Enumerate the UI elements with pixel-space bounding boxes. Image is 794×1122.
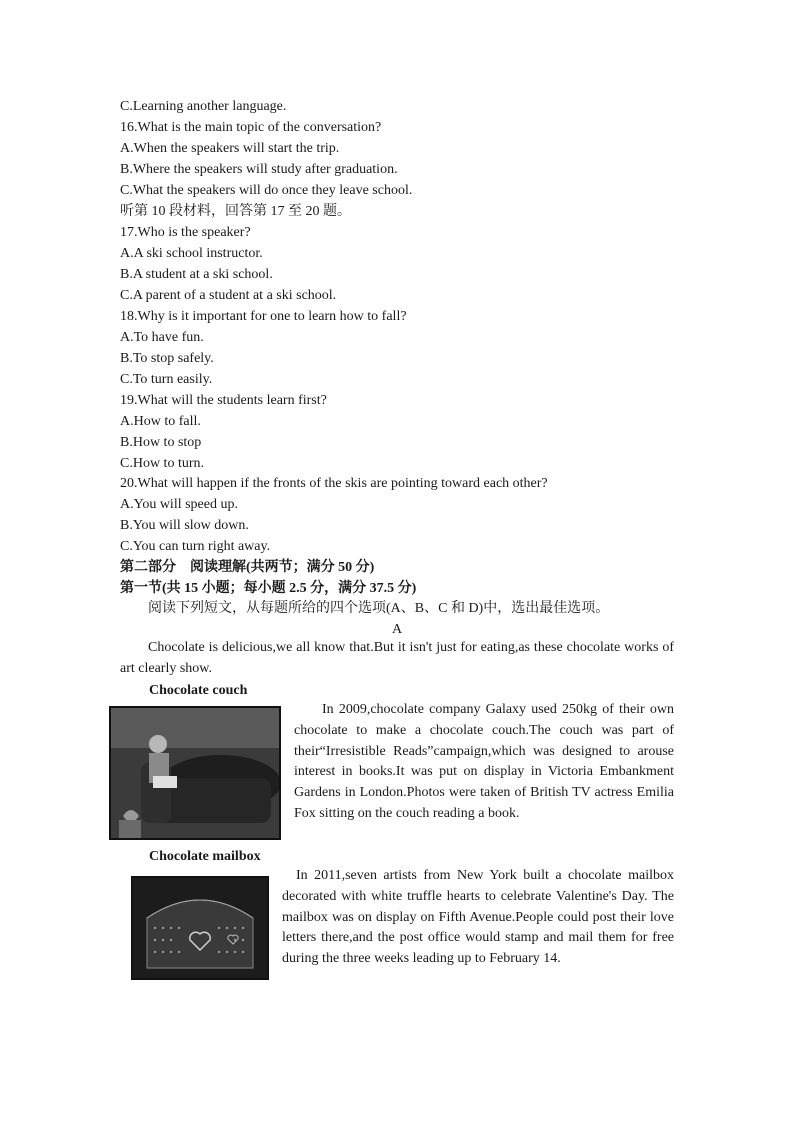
option-text: B.How to stop — [120, 435, 202, 450]
section1-heading: 第一节(共 15 小题；每小题 2.5 分，满分 37.5 分) — [120, 581, 417, 596]
option-text: B.A student at a ski school. — [120, 267, 273, 282]
option-text: A.A ski school instructor. — [120, 246, 263, 261]
question-text: 16.What is the main topic of the conversation? — [120, 120, 382, 135]
mailbox-heading: Chocolate mailbox — [149, 849, 261, 864]
option-text: A.To have fun. — [120, 330, 204, 345]
passage-letter: A — [391, 622, 403, 637]
passage-intro: Chocolate is delicious,we all know that.But it isn't just for eating,as these chocolate works of art clearly show. — [120, 640, 674, 676]
option-text: C.How to turn. — [120, 456, 204, 471]
question-text: 18.Why is it important for one to learn how to fall? — [120, 309, 407, 324]
option-text: C.You can turn right away. — [120, 539, 271, 554]
listening-instruction: 听第 10 段材料，回答第 17 至 20 题。 — [120, 204, 351, 219]
option-text: C.What the speakers will do once they leave school. — [120, 183, 413, 198]
couch-text: In 2009,chocolate company Galaxy used 250kg of their own chocolate to make a chocolate couch.The couch was part of their“Irresistible Reads”campaign,which was designed to arouse interest in books.It was put on display in Victoria Embankment Gardens in London.Photos were taken of British TV actress Emilia Fox sitting on the couch reading a book. — [294, 702, 674, 821]
question-text: 17.Who is the speaker? — [120, 225, 251, 240]
question-text: 20.What will happen if the fronts of the skis are pointing toward each other? — [120, 476, 548, 491]
option-text: A.How to fall. — [120, 414, 201, 429]
option-text: C.A parent of a student at a ski school. — [120, 288, 337, 303]
part2-heading: 第二部分 阅读理解(共两节；满分 50 分) — [120, 560, 375, 575]
option-text: A.You will speed up. — [120, 497, 238, 512]
couch-heading: Chocolate couch — [149, 683, 248, 698]
option-text: B.You will slow down. — [120, 518, 249, 533]
chocolate-couch-photo — [109, 706, 281, 840]
option-text: B.To stop safely. — [120, 351, 214, 366]
chocolate-mailbox-photo — [131, 876, 269, 980]
option-text: A.When the speakers will start the trip. — [120, 141, 340, 156]
option-text: C.Learning another language. — [120, 99, 287, 114]
reading-instruction: 阅读下列短文，从每题所给的四个选项(A、B、C 和 D)中，选出最佳选项。 — [148, 601, 610, 616]
option-text: B.Where the speakers will study after graduation. — [120, 162, 398, 177]
mailbox-text: In 2011,seven artists from New York built a chocolate mailbox decorated with white truffle hearts to celebrate Valentine's Day. The mailbox was on display on Fifth Avenue.People could post their love letters there,and the post office would stamp and mail them for free during the three weeks leading up to February 14. — [282, 868, 674, 967]
question-text: 19.What will the students learn first? — [120, 393, 327, 408]
option-text: C.To turn easily. — [120, 372, 213, 387]
